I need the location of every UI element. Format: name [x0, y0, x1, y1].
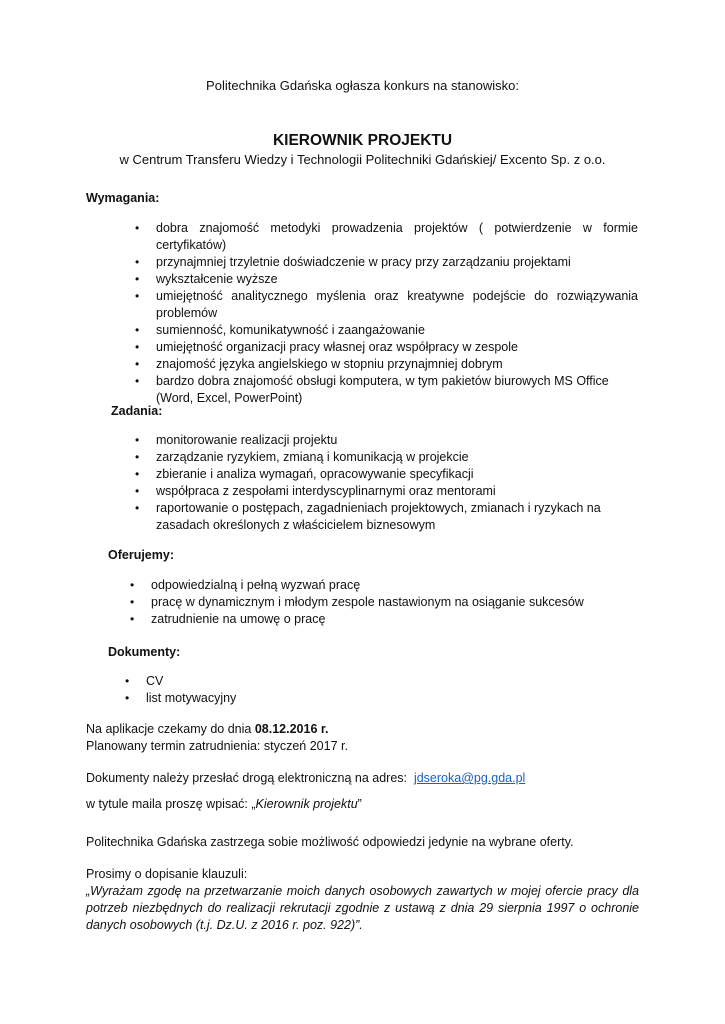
list-item: • odpowiedzialną i pełną wyzwań pracę — [130, 578, 361, 592]
page-title: KIEROWNIK PROJEKTU — [272, 132, 453, 149]
reservation-note: Politechnika Gdańska zastrzega sobie możliwość odpowiedzi jedynie na wybrane oferty. — [86, 835, 574, 849]
list-item: • zarządzanie ryzykiem, zmianą i komunikacją w projekcie — [135, 450, 469, 464]
list-item: • sumienność, komunikatywność i zaangażowanie — [135, 323, 425, 337]
list-item: • wykształcenie wyższe — [135, 272, 278, 286]
bullet-icon: • — [135, 289, 140, 303]
clause-label: Prosimy o dopisanie klauzuli: — [86, 867, 248, 881]
documents-heading: Dokumenty: — [108, 645, 181, 659]
documents-list — [125, 673, 636, 707]
tasks-heading: Zadania: — [111, 404, 163, 418]
clause-text: „Wyrażam zgodę na przetwarzanie moich danych osobowych zawartych w mojej ofercie pracy dla potrzeb niezbędnych do realizacji rekrutacji zgodnie z ustawą z dnia 29 sierpnia 1997 o ochronie danych osobowych (t.j. Dz.U. z 2016 r. poz. 922)”. — [86, 884, 639, 932]
list-item: • współpraca z zespołami interdyscyplinarnymi oraz mentorami — [135, 484, 496, 498]
offer-heading: Oferujemy: — [108, 548, 174, 562]
list-item: • zatrudnienie na umowę o pracę — [130, 612, 326, 626]
subject-line: w tytule maila proszę wpisać: „Kierownik projektu” — [86, 797, 362, 811]
list-item: • znajomość języka angielskiego w stopniu przynajmniej dobrym — [135, 357, 503, 371]
list-item: • umiejętność organizacji pracy własnej oraz współpracy w zespole — [135, 340, 518, 354]
bullet-icon: • — [130, 595, 135, 609]
deadline-date: 08.12.2016 r. — [254, 722, 329, 736]
list-item: • CV — [125, 674, 164, 688]
bullet-icon: • — [125, 691, 130, 705]
bullet-icon: • — [135, 484, 140, 498]
send-line: Dokumenty należy przesłać drogą elektroniczną na adres: jdseroka@pg.gda.pl — [86, 771, 526, 785]
requirements-heading: Wymagania: — [86, 191, 160, 205]
offer-list — [130, 577, 641, 628]
list-item: • umiejętność analitycznego myślenia oraz kreatywne podejście do rozwiązywania problemów — [135, 289, 638, 320]
bullet-icon: • — [135, 272, 140, 286]
list-item: • dobra znajomość metodyki prowadzenia projektów ( potwierdzenie w formie certyfikatów) — [135, 221, 638, 252]
list-item: • przynajmniej trzyletnie doświadczenie w pracy przy zarządzaniu projektami — [135, 255, 571, 269]
bullet-icon: • — [135, 450, 140, 464]
bullet-icon: • — [135, 340, 140, 354]
bullet-icon: • — [135, 374, 140, 388]
requirements-list — [135, 220, 638, 407]
bullet-icon: • — [135, 501, 140, 515]
page-subtitle: w Centrum Transferu Wiedzy i Technologii Politechniki Gdańskiej/ Excento Sp. z o.o. — [119, 152, 606, 167]
list-item: • monitorowanie realizacji projektu — [135, 433, 338, 447]
subject-value: Kierownik projektu — [255, 797, 358, 811]
list-item: • bardzo dobra znajomość obsługi komputera, w tym pakietów biurowych MS Office (Word, Excel, PowerPoint) — [135, 374, 609, 405]
bullet-icon: • — [125, 674, 130, 688]
email-link[interactable]: jdseroka@pg.gda.pl — [413, 771, 526, 785]
bullet-icon: • — [135, 357, 140, 371]
bullet-icon: • — [135, 255, 140, 269]
tasks-list — [135, 432, 642, 534]
bullet-icon: • — [135, 433, 140, 447]
deadline-line: Na aplikacje czekamy do dnia 08.12.2016 r. — [86, 722, 329, 736]
bullet-icon: • — [130, 612, 135, 626]
intro-text: Politechnika Gdańska ogłasza konkurs na stanowisko: — [206, 78, 519, 93]
bullet-icon: • — [130, 578, 135, 592]
employment-start: Planowany termin zatrudnienia: styczeń 2017 r. — [86, 739, 348, 753]
bullet-icon: • — [135, 323, 140, 337]
list-item: • pracę w dynamicznym i młodym zespole nastawionym na osiąganie sukcesów — [130, 595, 584, 609]
list-item: • raportowanie o postępach, zagadnieniach projektowych, zmianach i ryzykach na zasadach określonych z właścicielem biznesowym — [135, 501, 601, 532]
bullet-icon: • — [135, 221, 140, 235]
list-item: • zbieranie i analiza wymagań, opracowywanie specyfikacji — [135, 467, 474, 481]
bullet-icon: • — [135, 467, 140, 481]
list-item: • list motywacyjny — [125, 691, 237, 705]
